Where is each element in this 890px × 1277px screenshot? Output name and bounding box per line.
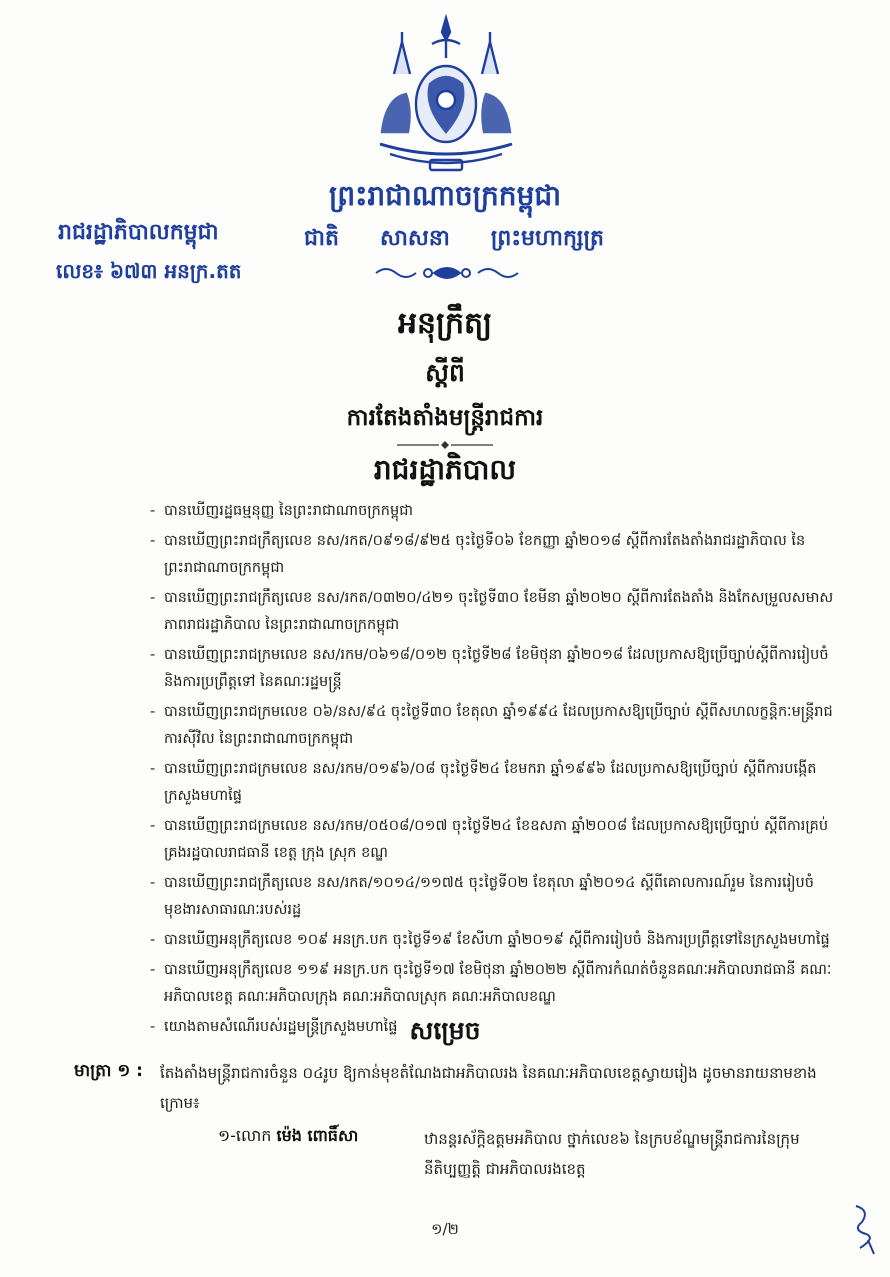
reference-number: លេខ៖ ៦៧៣ អនក្រ.តត	[56, 259, 242, 283]
page-number: ១/២	[431, 1220, 459, 1238]
ornament-divider-icon	[372, 262, 522, 284]
recital-item: - បានឃើញរដ្ឋធម្មនុញ្ញ នៃព្រះរាជាណាចក្រកម្ពុជា	[150, 498, 840, 525]
motto-religion: សាសនា	[379, 226, 450, 251]
document-subject: ការតែងតាំងមន្ត្រីរាជការ	[346, 405, 544, 431]
article-1-label: មាត្រា ១ :	[74, 1061, 143, 1081]
recital-item: - បានឃើញព្រះរាជក្រមលេខ ០៦/នស/៩៤ ចុះថ្ងៃទី៣០ ខែតុលា ឆ្នាំ១៩៩៤ ដែលប្រកាសឱ្យប្រើច្បាប់ ស្ដីពីសហលក្ខន្តិកៈមន្ត្រីរាជការស៊ីវិល នៃព្រះរាជាណាចក្រកម្ពុជា	[150, 699, 840, 753]
appointee-entry	[218, 1125, 358, 1149]
recitals-list	[150, 498, 840, 1044]
appointee-description: ឋានន្តរស័ក្តិឧត្តមអភិបាល ថ្នាក់លេខ៦ នៃក្របខ័ណ្ឌមន្ត្រីរាជការនៃក្រុមនីតិប្បញ្ញត្តិ ជាអភិបាលរងខេត្ត	[424, 1130, 800, 1178]
decision-heading: សម្រេច	[409, 1016, 481, 1045]
recital-item: - បានឃើញព្រះរាជក្រឹត្យលេខ នស/រកត/០៩១៨/៩២៥ ចុះថ្ងៃទី០៦ ខែកញ្ញា ឆ្នាំ២០១៨ ស្ដីពីការតែងតាំងរាជរដ្ឋាភិបាល នៃព្រះរាជាណាចក្រកម្ពុជា	[150, 528, 840, 582]
recital-item: - បានឃើញអនុក្រឹត្យលេខ ១១៩ អនក្រ.បក ចុះថ្ងៃទី១៧ ខែមិថុនា ឆ្នាំ២០២២ ស្ដីពីការកំណត់ចំនួនគណៈអភិបាលរាជធានី គណៈអភិបាលខេត្ត គណៈអភិបាលក្រុង គណៈអភិបាលស្រុក គណៈអភិបាលខណ្ឌ	[150, 957, 840, 1011]
motto-nation: ជាតិ	[304, 226, 339, 251]
document-type: អនុក្រឹត្យ	[397, 306, 493, 341]
appointee-name: ម៉េង ពោធិ៍សា	[276, 1126, 359, 1145]
issuing-government: រាជរដ្ឋាភិបាលកម្ពុជា	[58, 220, 219, 245]
royal-emblem-icon	[372, 14, 520, 174]
handwritten-initials-icon	[848, 1200, 880, 1258]
recital-item: - បានឃើញអនុក្រឹត្យលេខ ១០៩ អនក្រ.បក ចុះថ្ងៃទី១៩ ខែសីហា ឆ្នាំ២០១៩ ស្ដីពីការរៀបចំ និងការប្រព្រឹត្តទៅនៃក្រសួងមហាផ្ទៃ	[150, 927, 840, 954]
appointee-index: ១-លោក	[218, 1126, 272, 1145]
recital-item: - បានឃើញព្រះរាជក្រឹត្យលេខ នស/រកត/១០១៤/១១៧៥ ចុះថ្ងៃទី០២ ខែតុលា ឆ្នាំ២០១៤ ស្ដីពីគោលការណ៍រួម នៃការរៀបចំមុខងារសាធារណៈរបស់រដ្ឋ	[150, 870, 840, 924]
issuing-authority: រាជរដ្ឋាភិបាល	[373, 453, 517, 486]
recital-item: - យោងតាមសំណើរបស់រដ្ឋមន្ត្រីក្រសួងមហាផ្ទៃ	[150, 1014, 840, 1041]
national-motto	[304, 224, 604, 256]
recital-item: - បានឃើញព្រះរាជក្រមលេខ នស/រកម/០១៩៦/០៨ ចុះថ្ងៃទី២៤ ខែមករា ឆ្នាំ១៩៩៦ ដែលប្រកាសឱ្យប្រើច្បាប់ ស្ដីពីការបង្កើតក្រសួងមហាផ្ទៃ	[150, 756, 840, 810]
document-about: ស្ដីពី	[425, 358, 465, 387]
article-1-text: តែងតាំងមន្ត្រីរាជការចំនួន ០៤រូប ឱ្យកាន់មុខតំណែងជាអភិបាលរង នៃគណៈអភិបាលខេត្តស្វាយរៀង ដូចមានរាយនាមខាងក្រោម៖	[160, 1064, 817, 1112]
motto-king: ព្រះមហាក្សត្រ	[490, 226, 604, 251]
recital-item: - បានឃើញព្រះរាជក្រឹត្យលេខ នស/រកត/០៣២០/៤២១ ចុះថ្ងៃទី៣០ ខែមីនា ឆ្នាំ២០២០ ស្ដីពីការតែងតាំង និងកែសម្រួលសមាសភាពរាជរដ្ឋាភិបាល នៃព្រះរាជាណាចក្រកម្ពុជា	[150, 585, 840, 639]
recital-item: - បានឃើញព្រះរាជក្រមលេខ នស/រកម/០៥០៨/០១៧ ចុះថ្ងៃទី២៤ ខែឧសភា ឆ្នាំ២០០៨ ដែលប្រកាសឱ្យប្រើច្បាប់ ស្ដីពីការគ្រប់គ្រងរដ្ឋបាលរាជធានី ខេត្ត ក្រុង ស្រុក ខណ្ឌ	[150, 813, 840, 867]
title-divider-icon	[395, 440, 495, 450]
recital-item: - បានឃើញព្រះរាជក្រមលេខ នស/រកម/០៦១៨/០១២ ចុះថ្ងៃទី២៨ ខែមិថុនា ឆ្នាំ២០១៨ ដែលប្រកាសឱ្យប្រើច្បាប់ស្ដីពីការរៀបចំ និងការប្រព្រឹត្តទៅ នៃគណៈរដ្ឋមន្ត្រី	[150, 642, 840, 696]
kingdom-title: ព្រះរាជាណាចក្រកម្ពុជា	[328, 179, 561, 212]
